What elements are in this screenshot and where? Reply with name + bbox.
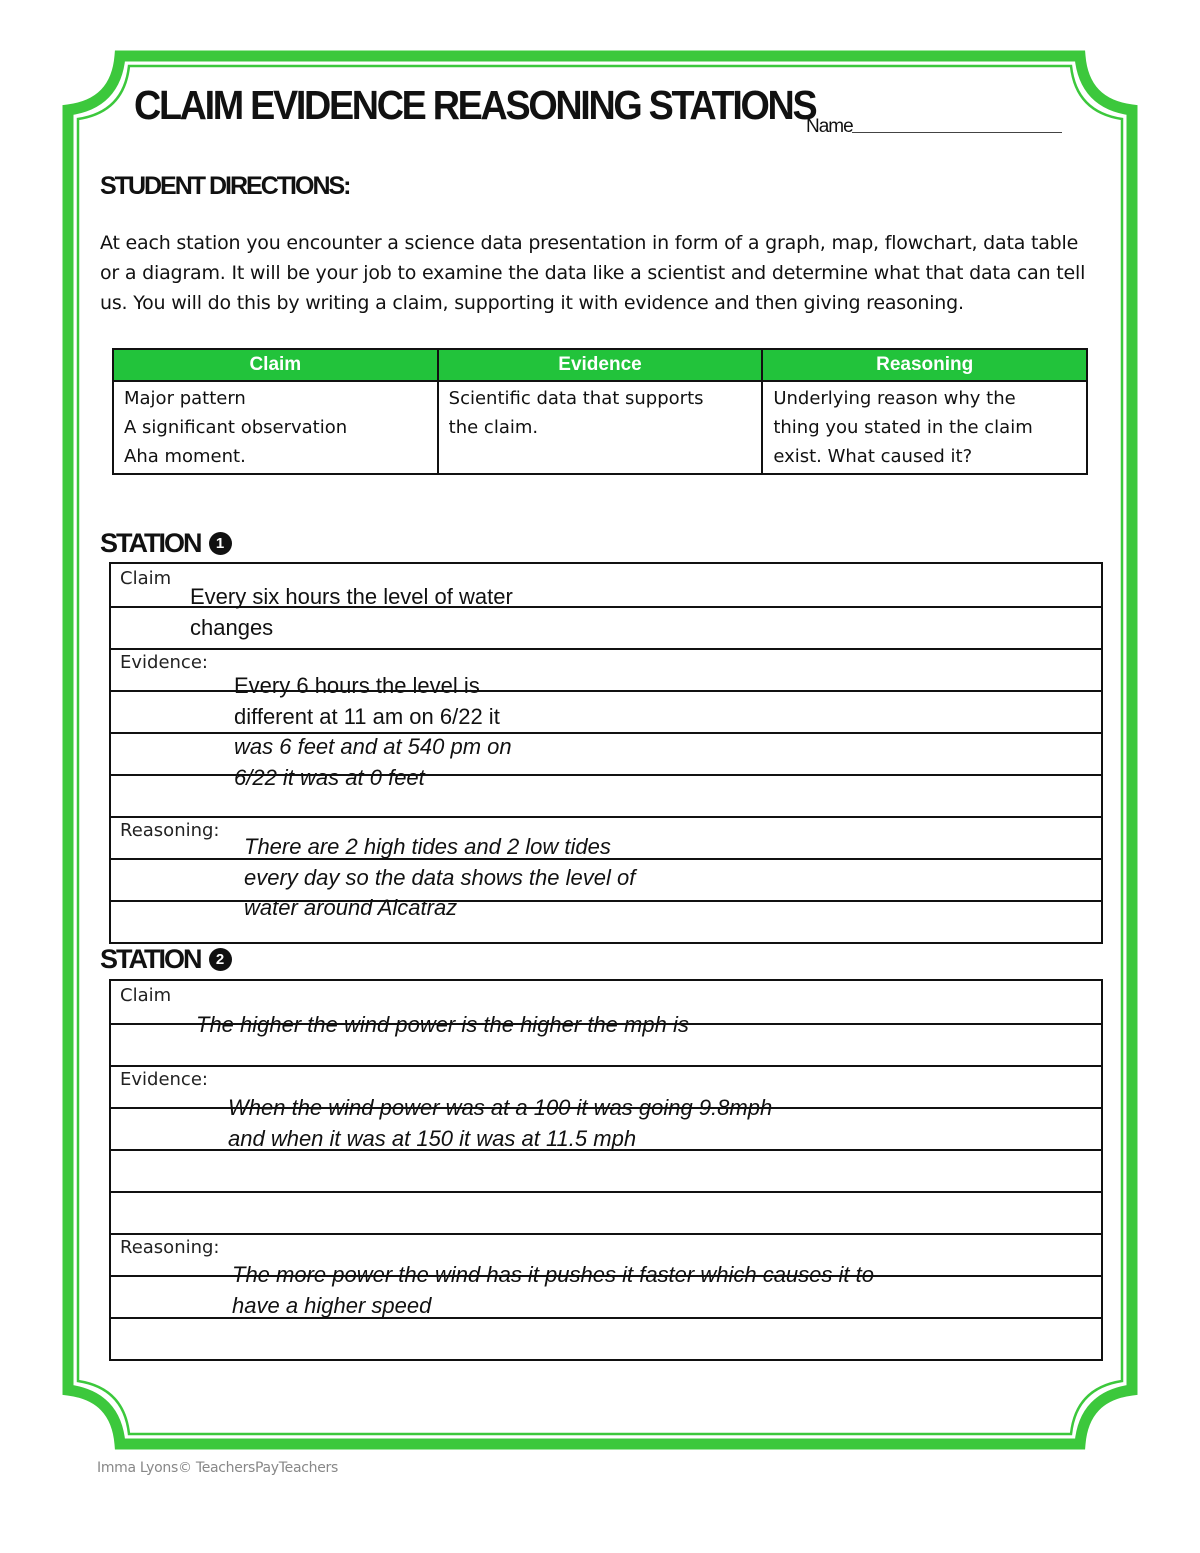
evidence-answer[interactable] <box>234 671 512 793</box>
cell-line: Aha moment. <box>124 446 246 467</box>
table-row <box>113 381 1087 474</box>
cell-line: A significant observation <box>124 417 348 438</box>
station-label: STATION <box>100 528 201 558</box>
answer-line: different at 11 am on 6/22 it <box>234 703 500 729</box>
number-1-icon: 1 <box>209 532 232 555</box>
station-1-heading <box>100 528 232 559</box>
station-2-heading <box>100 944 232 975</box>
claim-answer[interactable] <box>196 1010 689 1041</box>
evidence-label: Evidence: <box>120 1069 208 1090</box>
directions-text: At each station you encounter a science data presentation in form of a graph, map, flowchart, data table or a diagram. It will be your job to examine the data like a scientist and determine what that data can tell us. You will do this by writing a claim, supporting it with evidence and then giving reasoning. <box>100 232 1086 314</box>
answer-line: Every six hours the level of water <box>190 584 513 609</box>
answer-line: have a higher speed <box>232 1292 432 1318</box>
cell-line: Underlying reason why the <box>773 388 1016 409</box>
answer-line: every day so the data shows the level of <box>244 864 636 890</box>
ruled-line <box>111 648 1101 650</box>
evidence-answer[interactable] <box>228 1093 772 1154</box>
claim-answer[interactable] <box>190 582 513 643</box>
reasoning-answer[interactable] <box>232 1260 874 1321</box>
ruled-line <box>111 1233 1101 1235</box>
station-2-answer-box <box>109 979 1103 1361</box>
station-1-answer-box <box>109 562 1103 944</box>
station-label: STATION <box>100 944 201 974</box>
answer-line: and when it was at 150 it was at 11.5 mph <box>228 1125 637 1151</box>
number-2-icon: 2 <box>209 948 232 971</box>
header-reasoning: Reasoning <box>762 349 1087 381</box>
cell-line: Scientific data that supports <box>448 388 704 409</box>
reasoning-label: Reasoning: <box>120 1237 220 1258</box>
answer-line: changes <box>190 614 274 640</box>
cer-reference-table <box>112 348 1088 475</box>
name-label: Name <box>806 116 853 137</box>
reasoning-label: Reasoning: <box>120 820 220 841</box>
claim-definition-cell <box>113 381 438 474</box>
cell-line: the claim. <box>448 417 539 438</box>
ruled-line <box>111 1065 1101 1067</box>
claim-label: Claim <box>120 568 172 589</box>
answer-line: When the wind power was at a 100 it was going 9.8mph <box>228 1095 773 1120</box>
answer-line: The higher the wind power is the higher the mph is <box>196 1012 689 1037</box>
answer-line: was 6 feet and at 540 pm on <box>234 734 512 759</box>
answer-line: There are 2 high tides and 2 low tides <box>244 834 611 859</box>
directions-heading: STUDENT DIRECTIONS: <box>100 172 350 200</box>
name-line <box>852 132 1062 133</box>
header-evidence: Evidence <box>438 349 763 381</box>
answer-line: 6/22 it was at 0 feet <box>234 764 425 790</box>
ruled-line <box>111 1191 1101 1193</box>
answer-line: The more power the wind has it pushes it faster which causes it to <box>232 1262 874 1287</box>
cell-line: exist. What caused it? <box>773 446 973 467</box>
reasoning-answer[interactable] <box>244 832 635 924</box>
copyright-footer: Imma Lyons© TeachersPayTeachers <box>97 1460 338 1476</box>
cell-line: thing you stated in the claim <box>773 417 1033 438</box>
reasoning-definition-cell <box>762 381 1087 474</box>
ruled-line <box>111 816 1101 818</box>
evidence-label: Evidence: <box>120 652 208 673</box>
header-claim: Claim <box>113 349 438 381</box>
page-title: CLAIM EVIDENCE REASONING STATIONS <box>134 82 816 128</box>
claim-label: Claim <box>120 985 172 1006</box>
table-header-row <box>113 349 1087 381</box>
evidence-definition-cell <box>438 381 763 474</box>
cell-line: Major pattern <box>124 388 246 409</box>
answer-line: water around Alcatraz <box>244 895 458 920</box>
answer-line: Every 6 hours the level is <box>234 673 480 698</box>
